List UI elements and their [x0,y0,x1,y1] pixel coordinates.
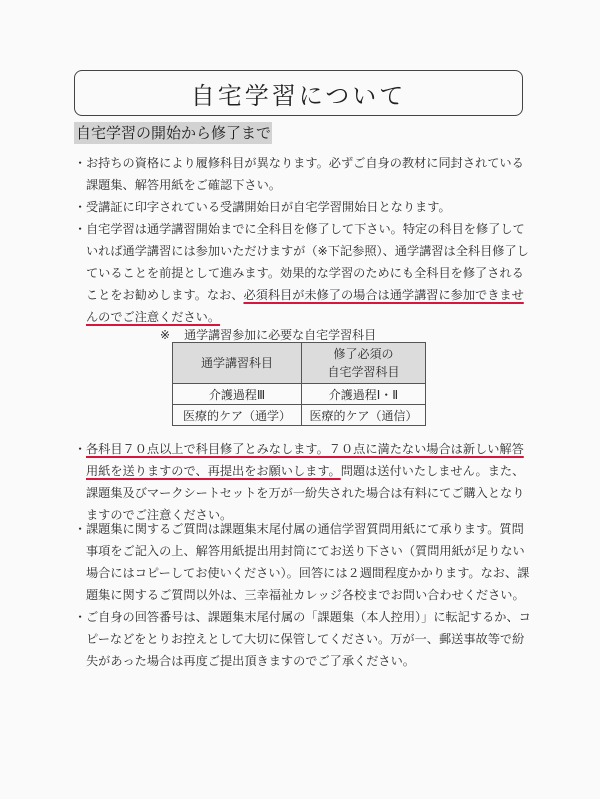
page-title: 自宅学習について [74,70,523,116]
section-heading: 自宅学習の開始から修了まで [76,124,272,142]
bullet-dot-icon: ・ [74,610,87,624]
underlined-notice: 必須科目が未修了の場合は通学講習に参加できませんのでご注意ください。 [86,288,524,324]
table-cell: 医療的ケア（通学） [173,405,302,426]
bullet-dot-icon: ・ [74,442,87,456]
table-cell: 医療的ケア（通信） [302,405,426,426]
bullet-dot-icon: ・ [74,522,87,536]
table-cell: 介護過程Ⅰ・Ⅱ [302,384,426,405]
bullet-text [74,218,534,328]
reference-mark: ※ [160,328,171,342]
table-title-text: 通学講習参加に必要な自宅学習科目 [184,328,377,342]
bullet-text [74,438,534,526]
bullet-item [74,518,534,606]
bullet-dot-icon: ・ [74,200,87,214]
bullet-text: お持ちの資格により履修科目が異なります。必ずご自身の教材に同封されている課題集、解答用紙をご確認下さい。 [86,156,524,192]
bullet-item [74,196,534,218]
table-title [160,326,376,343]
table-row [173,384,426,405]
bullet-dot-icon: ・ [74,156,87,170]
table-header-cell: 通学講習科目 [173,343,302,384]
table-cell: 介護過程Ⅲ [173,384,302,405]
bullet-item [74,606,534,672]
bullet-item [74,438,534,526]
bullet-item [74,152,534,196]
table-header-cell: 修了必須の 自宅学習科目 [302,343,426,384]
bullet-item [74,218,534,328]
bullet-text: 受講証に印字されている受講開始日が自宅学習開始日となります。 [86,200,451,214]
table-header-row [173,343,426,384]
bullet-text: 課題集に関するご質問は課題集末尾付属の通信学習質問用紙にて承ります。質問事項をご記入の上、解答用紙提出用封筒にてお送り下さい（質問用紙が足りない場合にはコピーしてお使いください）。回答には２週間程度かかります。なお、課題集に関するご質問以外は、三幸福祉カレッジ各校までお問い合わせください。 [86,522,530,602]
bullet-dot-icon: ・ [74,222,87,236]
underlined-notice: 各科目７０点以上で科目修了とみなします。７０点に満たない場合は新しい解答用紙を送りますので、再提出をお願いします。 [86,442,524,478]
required-subjects-table [172,342,426,426]
bullet-text-part: 自宅学習は通学講習開始までに全科目を修了して下さい。特定の科目を修了していれば通学講習には参加いただけますが（※下記参照）、通学講習は全科目修了していることを前提として進みます。効果的な学習のためにも全科目を修了されることをお勧めします。なお、 [86,222,529,302]
bullet-text: ご自身の回答番号は、課題集末尾付属の「課題集（本人控用）」に転記するか、コピーなどをとりお控えとして大切に保管してください。万が一、郵送事故等で紛失があった場合は再度ご提出頂きますのでご了承ください。 [86,610,531,668]
table-row [173,405,426,426]
bullet-text-part: 問題は送付いたしません。また、課題集及びマークシートセットを万が一紛失された場合は有料にてご購入となりますのでご注意ください。 [86,464,525,522]
